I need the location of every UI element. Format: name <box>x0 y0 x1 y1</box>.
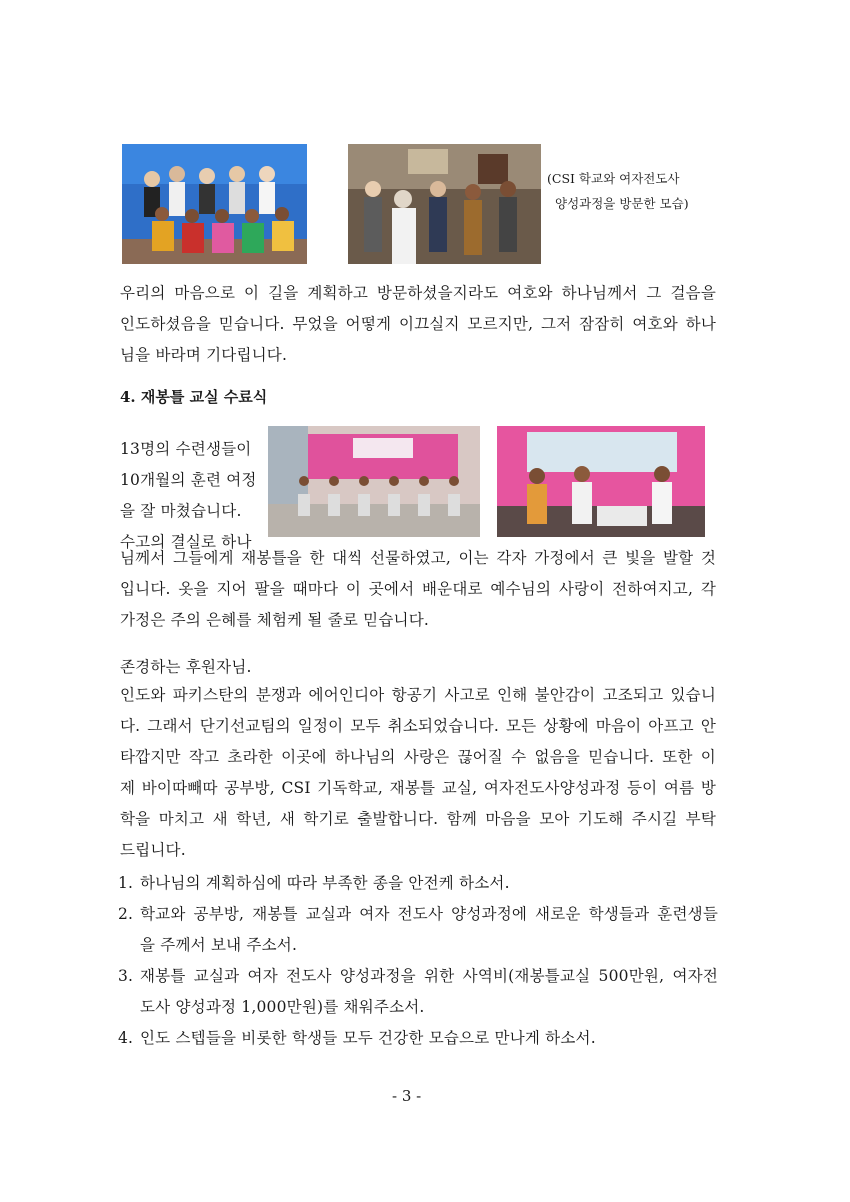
section-heading: 4. 재봉틀 교실 수료식 <box>120 388 268 406</box>
section-body-text: 님께서 그들에게 재봉틀을 한 대씩 선물하였고, 이는 각자 가정에서 큰 빛을 발할 것 입니다. 옷을 지어 팔을 때마다 이 곳에서 배운대로 예수님의 사랑이 전하여지고, 각 가정은 주의 은혜를 체험케 될 줄로 믿습니다. <box>120 549 716 629</box>
photo-graduation-ceremony <box>497 426 705 537</box>
paragraph-news: 인도와 파키스탄의 분쟁과 에어인디아 항공기 사고로 인해 불안감이 고조되고 있습니 다. 그래서 단기선교팀의 일정이 모두 취소되었습니다. 모든 상황에 마음이 아프고 안 타깝지만 작고 초라한 이곳에 하나님의 사랑은 끊어질 수 없음을 믿습니다. 또한 이 제 바이따빼따 공부방, CSI 기독학교, 재봉틀 교실, 여자전도사양성과정 등이 여름 방 학을 마치고 새 학년, 새 학기로 출발합니다. 함께 마음을 모아 기도해 주시길 부탁 드립니다. <box>120 686 716 859</box>
list-item: 4. 인도 스텝들을 비롯한 학생들 모두 건강한 모습으로 만나게 하소서. <box>118 1029 596 1047</box>
page-number: - 3 - <box>392 1087 422 1105</box>
list-item: 재봉틀 교실과 여자 전도사 양성과정을 위한 사역비(재봉틀교실 500만원, 여자전 <box>140 967 718 985</box>
prayer-list: 1. 하나님의 계획하심에 따라 부족한 종을 안전케 하소서. 학교와 공부방, 재봉틀 교실과 여자 전도사 양성과정에 새로운 학생들과 훈련생들 을 주께서 보내 주소서. 재봉틀 교실과 여자 전도사 양성과정을 위한 사역비(재봉틀교실 500만원, 여자전 도사 양성과정 1,000만원)를 채워주소서. 4. 인도 스텝들을 비롯한 학생들 모두 건강한 모습으로 만나게 하소서. <box>118 868 718 1054</box>
greeting-line: 존경하는 후원자님. <box>120 658 252 676</box>
photo-group-students <box>122 144 307 264</box>
photo-sewing-class <box>268 426 480 537</box>
section-intro-text: 13명의 수련생들이 10개월의 훈련 여정 을 잘 마쳤습니다. 수고의 결실로 하나 <box>120 440 257 551</box>
paragraph-intro: 우리의 마음으로 이 길을 계획하고 방문하셨을지라도 여호와 하나님께서 그 걸음을 인도하셨음을 믿습니다. 무었을 어떻게 이끄실지 모르지만, 그저 잠잠히 여호와 하나 님을 바라며 기다립니다. <box>120 284 716 364</box>
photo-caption-top: (CSI 학교와 여자전도사 양성과정을 방문한 모습) <box>547 171 689 211</box>
list-item: 1. 하나님의 계획하심에 따라 부족한 종을 안전케 하소서. <box>118 874 510 892</box>
photo-classroom-visit <box>348 144 541 264</box>
list-number: 3. <box>118 967 134 985</box>
list-item: 학교와 공부방, 재봉틀 교실과 여자 전도사 양성과정에 새로운 학생들과 훈련생들 <box>140 905 718 923</box>
list-number: 2. <box>118 905 134 923</box>
